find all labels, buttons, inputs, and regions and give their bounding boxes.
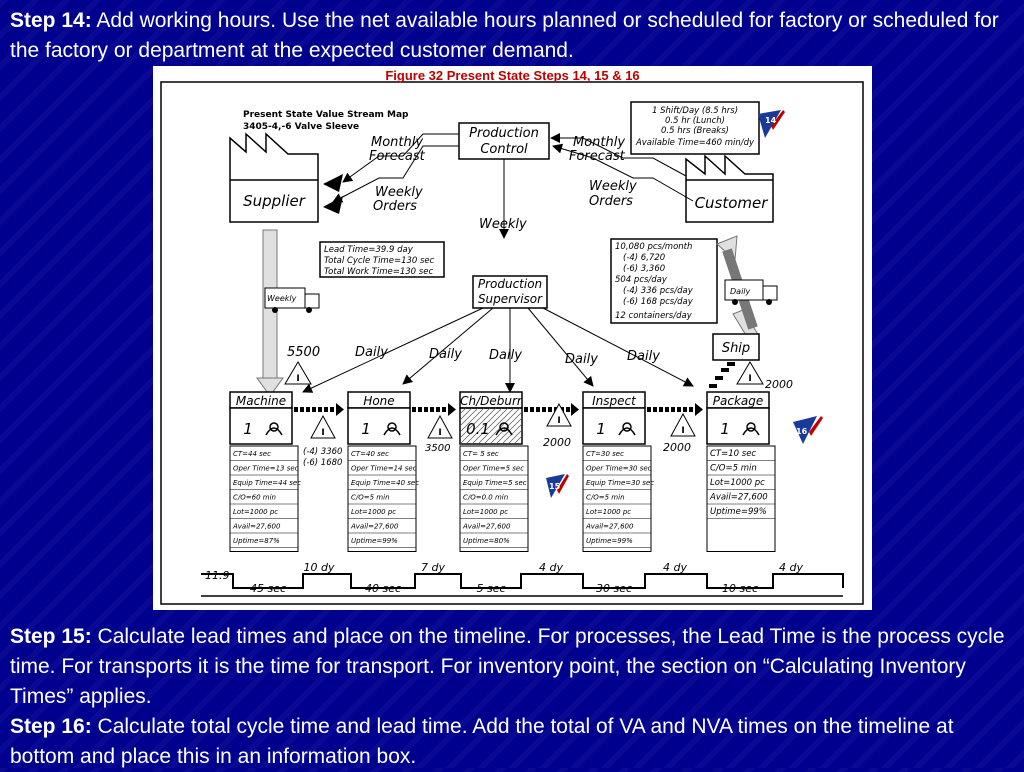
process-data-cell: Uptime=99% [586, 537, 633, 545]
svg-text:(-4) 336 pcs/day: (-4) 336 pcs/day [623, 286, 693, 296]
supplier-push-arrow-icon [257, 230, 283, 396]
svg-text:15: 15 [549, 482, 561, 491]
weekly-truck-icon [265, 288, 319, 313]
process-data-cell: Lot=1000 pc [351, 508, 397, 516]
svg-text:I: I [681, 426, 685, 436]
process-row [230, 392, 775, 552]
svg-text:Total Work Time=130 sec: Total Work Time=130 sec [324, 267, 434, 277]
process-box-package [707, 392, 775, 552]
arrowhead-icon [323, 174, 343, 192]
lead-time-ladder [201, 561, 843, 596]
step-16-text [10, 712, 1018, 772]
process-name: Ch/Deburr [460, 394, 522, 408]
svg-text:Ship: Ship [721, 341, 751, 356]
process-box-chdeburr [424, 392, 556, 552]
svg-text:I: I [321, 428, 325, 438]
process-name: Inspect [592, 394, 636, 408]
process-data-cell: Avail=27,600 [351, 522, 399, 531]
inventory-triangle-icon [737, 362, 763, 384]
process-data-cell: Oper Time=14 sec [351, 464, 417, 473]
process-data-cell: Avail=27,600 [586, 522, 634, 531]
hours-line: 1 Shift/Day (8.5 hrs) [651, 106, 739, 116]
hours-line: Available Time=460 min/dy [635, 138, 755, 148]
svg-text:Production: Production [477, 277, 543, 291]
step-15-text [10, 622, 1018, 712]
vsm-figure [153, 66, 872, 610]
operator-count: 1 [720, 420, 730, 438]
process-data-cell: C/O=5 min [710, 463, 757, 474]
svg-text:Daily: Daily [565, 352, 598, 367]
step-15-body: Calculate lead times and place on the timeline. For processes, the Lead Time is the process cycle time. For transports it is the time for transport. For inventory point, the section on “Calculating Inventory Times” applies. [10, 625, 1005, 708]
shipping-stairs-icon [709, 362, 735, 388]
push-arrow-icon [647, 403, 703, 416]
inventory-triangle-icon [428, 416, 452, 438]
svg-text:I: I [557, 416, 561, 426]
process-data-cell: C/O=60 min [233, 493, 276, 502]
production-control-box [459, 123, 549, 159]
svg-text:(-6) 3,360: (-6) 3,360 [623, 264, 666, 274]
timeline-process-time: 10 sec [721, 582, 759, 595]
svg-text:Control: Control [480, 142, 528, 157]
process-box-machine [230, 392, 301, 552]
svg-text:Monthly: Monthly [371, 135, 424, 150]
timeline-wait-time: 4 dy [779, 561, 803, 574]
step-14-label: Step 14: [10, 9, 92, 32]
svg-text:I: I [438, 428, 442, 438]
process-data-cell: Equip Time=30 sec [586, 479, 655, 487]
process-name: Machine [235, 394, 287, 408]
figure-title: Figure 32 Present State Steps 14, 15 & 16 [385, 68, 640, 83]
supplier-label: Supplier [243, 192, 305, 210]
svg-text:Supervisor: Supervisor [477, 292, 543, 306]
svg-text:(-6) 1680: (-6) 1680 [303, 458, 343, 468]
operator-count: 1 [243, 420, 253, 438]
process-data-cell: Uptime=99% [710, 507, 767, 517]
push-arrow-icon [294, 403, 344, 416]
process-data-cell: Equip Time=5 sec [463, 479, 527, 487]
process-data-cell: Uptime=80% [463, 537, 510, 545]
process-name: Hone [363, 394, 395, 408]
svg-text:Orders: Orders [589, 194, 633, 209]
svg-text:Weekly: Weekly [375, 185, 423, 200]
svg-text:Orders: Orders [373, 199, 417, 214]
map-title-line2: 3405-4,-6 Valve Sleeve [243, 122, 360, 132]
customer-demand-box [611, 239, 717, 323]
map-title-line1: Present State Value Stream Map [243, 110, 409, 120]
push-arrow-icon [412, 403, 456, 416]
svg-text:Daily: Daily [627, 349, 660, 364]
svg-text:Forecast: Forecast [369, 149, 425, 164]
svg-text:14: 14 [765, 116, 777, 125]
customer-factory-icon [686, 156, 773, 222]
svg-text:Weekly: Weekly [589, 179, 637, 194]
process-data-cell: Lot=1000 pc [463, 508, 509, 516]
timeline-process-time: 30 sec [595, 582, 633, 595]
inventory-triangle-icon [285, 362, 311, 384]
process-data-cell: Equip Time=40 sec [351, 479, 420, 487]
process-data-cell: Avail=27,600 [710, 492, 768, 503]
svg-text:Total Cycle Time=130 sec: Total Cycle Time=130 sec [324, 256, 435, 266]
step-14-text [10, 6, 1018, 66]
lead-time-box [320, 242, 444, 277]
step-15-label: Step 15: [10, 625, 92, 648]
process-data-cell: C/O=5 min [586, 493, 625, 502]
svg-text:Daily: Daily [489, 348, 522, 363]
process-data-cell: CT= 5 sec [463, 450, 499, 458]
operator-count: 1 [596, 420, 606, 438]
vsm-diagram [153, 66, 872, 610]
push-arrow-icon [524, 403, 579, 416]
svg-text:Daily: Daily [355, 345, 388, 360]
daily-truck-icon [725, 280, 777, 305]
svg-text:(-4) 6,720: (-4) 6,720 [623, 253, 666, 263]
step-14-body: Add working hours. Use the net available hours planned or scheduled for factory or scheduled for the factory or department at the expected customer demand. [10, 9, 999, 62]
svg-text:12 containers/day: 12 containers/day [615, 311, 692, 321]
svg-text:10,080 pcs/month: 10,080 pcs/month [615, 242, 693, 252]
process-name: Package [712, 394, 764, 408]
svg-text:Production: Production [469, 126, 539, 141]
bottom-steps [10, 622, 1018, 772]
timeline-process-time: 5 sec [476, 582, 506, 595]
svg-text:2000: 2000 [765, 378, 793, 391]
step-16-label: Step 16: [10, 715, 92, 738]
timeline-wait-time: 7 dy [421, 561, 445, 574]
timeline-process-time: 40 sec [364, 582, 402, 595]
process-data-cell: CT=40 sec [351, 450, 389, 458]
process-data-cell: Lot=1000 pc [233, 508, 279, 516]
process-data-cell: CT=30 sec [586, 450, 624, 458]
hours-line: 0.5 hr (Lunch) [664, 116, 726, 126]
svg-text:Monthly: Monthly [573, 135, 626, 150]
ship-box [713, 334, 759, 360]
inventory-triangle-icon [671, 414, 695, 436]
timeline-process-time: 45 sec [249, 582, 287, 595]
process-data-cell: Lot=1000 pc [710, 478, 765, 488]
process-data-cell: Oper Time=13 sec [233, 464, 299, 473]
svg-text:Daily: Daily [730, 287, 751, 296]
customer-label: Customer [694, 194, 768, 212]
working-hours-box [631, 102, 759, 154]
svg-text:Daily: Daily [429, 347, 462, 362]
process-data-cell: Avail=27,600 [463, 522, 511, 531]
step-16-body: Calculate total cycle time and lead time. Add the total of VA and NVA times on the timeline at bottom and place this in an information box. [10, 715, 954, 768]
svg-text:2000: 2000 [663, 441, 691, 454]
weekly-center-label: Weekly [479, 217, 527, 232]
process-data-cell: Lot=1000 pc [586, 508, 632, 516]
operator-count: 1 [361, 420, 371, 438]
process-data-cell: CT=10 sec [710, 449, 757, 459]
svg-text:3500: 3500 [425, 443, 451, 454]
svg-text:2000: 2000 [543, 436, 571, 449]
operator-count: 0.1 [466, 420, 490, 438]
production-supervisor-box [473, 276, 547, 308]
process-data-cell: Uptime=87% [233, 537, 280, 545]
process-data-cell: CT=44 sec [233, 450, 271, 458]
hours-line: 0.5 hrs (Breaks) [661, 126, 729, 136]
svg-text:(-6) 168 pcs/day: (-6) 168 pcs/day [623, 297, 693, 307]
process-data-cell: Oper Time=30 sec [586, 464, 652, 473]
svg-text:504 pcs/day: 504 pcs/day [615, 275, 667, 285]
svg-text:Forecast: Forecast [569, 149, 625, 164]
svg-text:Weekly: Weekly [267, 294, 297, 303]
process-data-cell: Oper Time=5 sec [463, 464, 525, 473]
process-box-hone [348, 392, 419, 552]
process-data-cell: C/O=0.0 min [463, 493, 509, 502]
svg-text:I: I [296, 374, 300, 384]
timeline-start: 11.9 [205, 569, 230, 582]
step-flag-14-icon [758, 110, 785, 138]
step-flag-16-icon [793, 416, 823, 444]
svg-text:16: 16 [796, 427, 808, 436]
svg-text:Lead Time=39.9 day: Lead Time=39.9 day [324, 245, 413, 255]
arrowhead-icon [323, 196, 343, 214]
svg-text:(-4) 3360: (-4) 3360 [303, 447, 343, 457]
svg-text:5500: 5500 [287, 345, 321, 360]
process-box-inspect [583, 392, 654, 552]
step-flag-15-icon [546, 474, 569, 498]
timeline-wait-time: 4 dy [539, 561, 563, 574]
inventory-triangle-icon [311, 416, 335, 438]
process-data-cell: Uptime=99% [351, 537, 398, 545]
timeline-wait-time: 4 dy [663, 561, 687, 574]
timeline-wait-time: 10 dy [303, 561, 335, 574]
process-data-cell: C/O=5 min [351, 493, 390, 502]
svg-text:I: I [748, 374, 752, 384]
process-data-cell: Equip Time=44 sec [233, 479, 302, 487]
process-data-cell: Avail=27,600 [233, 522, 281, 531]
